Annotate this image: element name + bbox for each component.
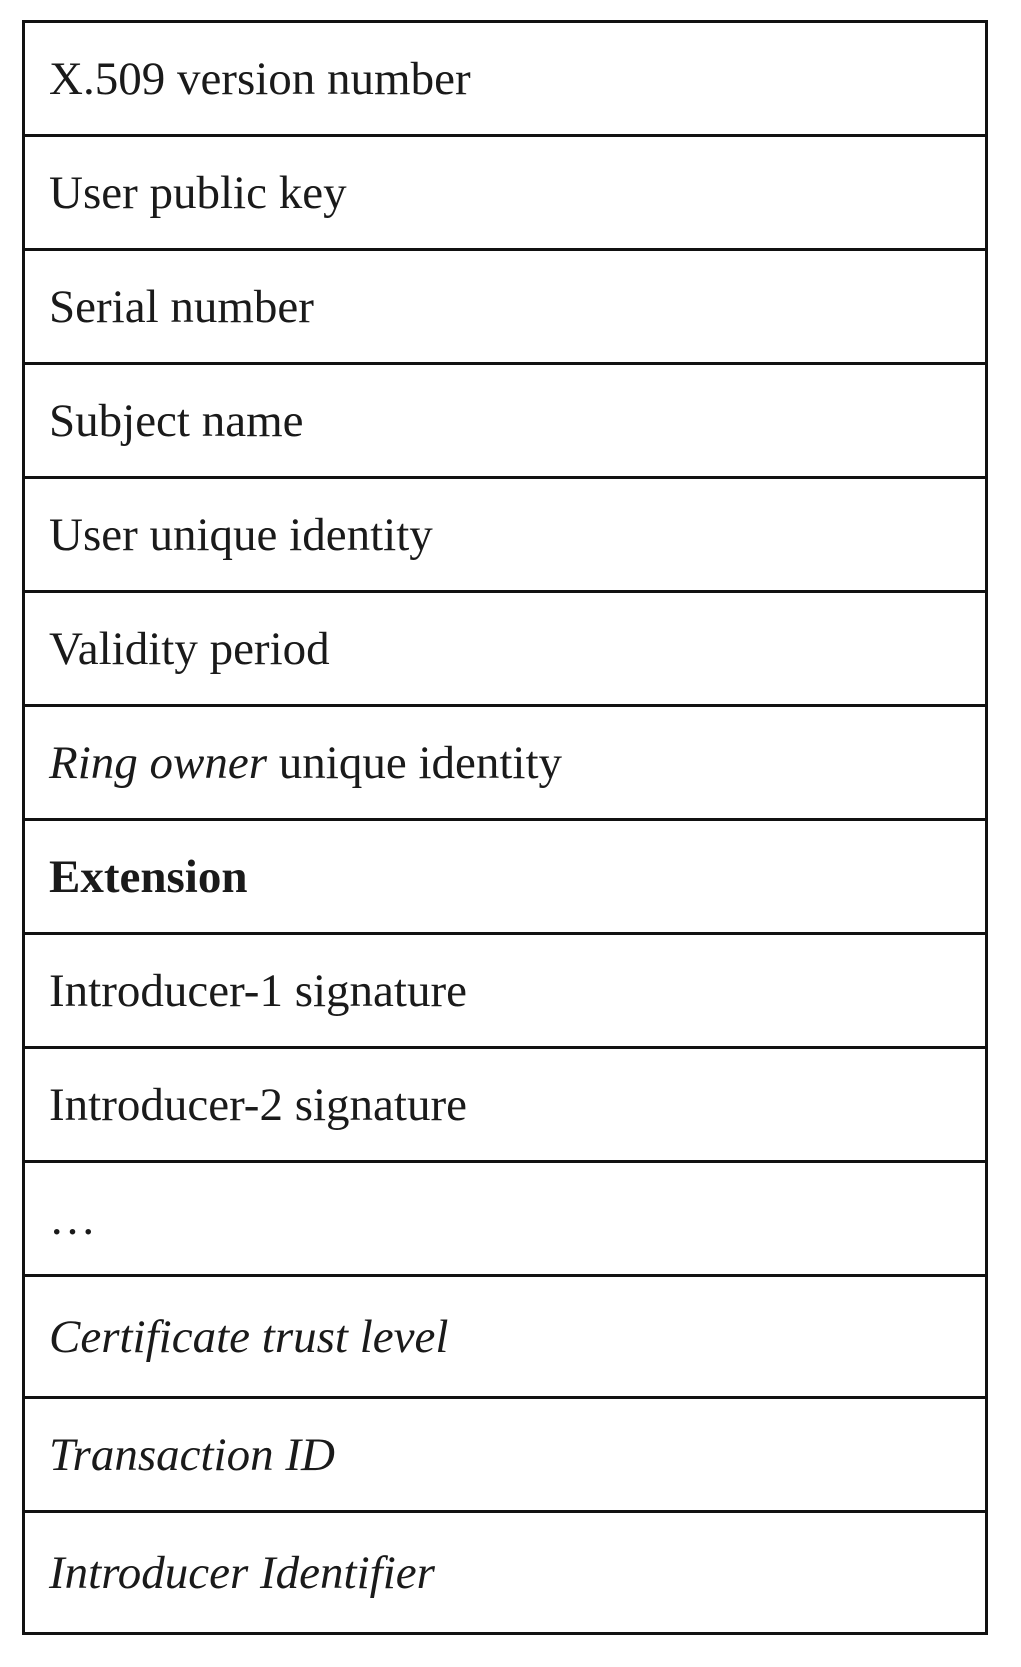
field-user-unique-identity: User unique identity [24, 478, 987, 592]
field-row [24, 1276, 987, 1398]
field-row [24, 592, 987, 706]
field-row [24, 1398, 987, 1512]
field-row [24, 250, 987, 364]
field-certificate-trust-level: Certificate trust level [24, 1276, 987, 1398]
field-row [24, 1512, 987, 1634]
field-row [24, 478, 987, 592]
field-row [24, 1162, 987, 1276]
certificate-structure-table [22, 20, 988, 1635]
field-row [24, 136, 987, 250]
field-row [24, 934, 987, 1048]
field-user-public-key: User public key [24, 136, 987, 250]
field-subject-name: Subject name [24, 364, 987, 478]
field-introducer-1-signature: Introducer-1 signature [24, 934, 987, 1048]
field-row [24, 706, 987, 820]
field-row [24, 364, 987, 478]
field-ellipsis: … [24, 1162, 987, 1276]
field-x509-version-number: X.509 version number [24, 22, 987, 136]
field-transaction-id: Transaction ID [24, 1398, 987, 1512]
field-row [24, 820, 987, 934]
field-ring-owner-unique-identity [24, 706, 987, 820]
field-introducer-2-signature: Introducer-2 signature [24, 1048, 987, 1162]
unique-identity-label: unique identity [267, 736, 563, 789]
field-serial-number: Serial number [24, 250, 987, 364]
field-validity-period: Validity period [24, 592, 987, 706]
field-introducer-identifier: Introducer Identifier [24, 1512, 987, 1634]
field-row [24, 1048, 987, 1162]
field-row [24, 22, 987, 136]
field-extension: Extension [24, 820, 987, 934]
ring-owner-label: Ring owner [49, 736, 268, 789]
